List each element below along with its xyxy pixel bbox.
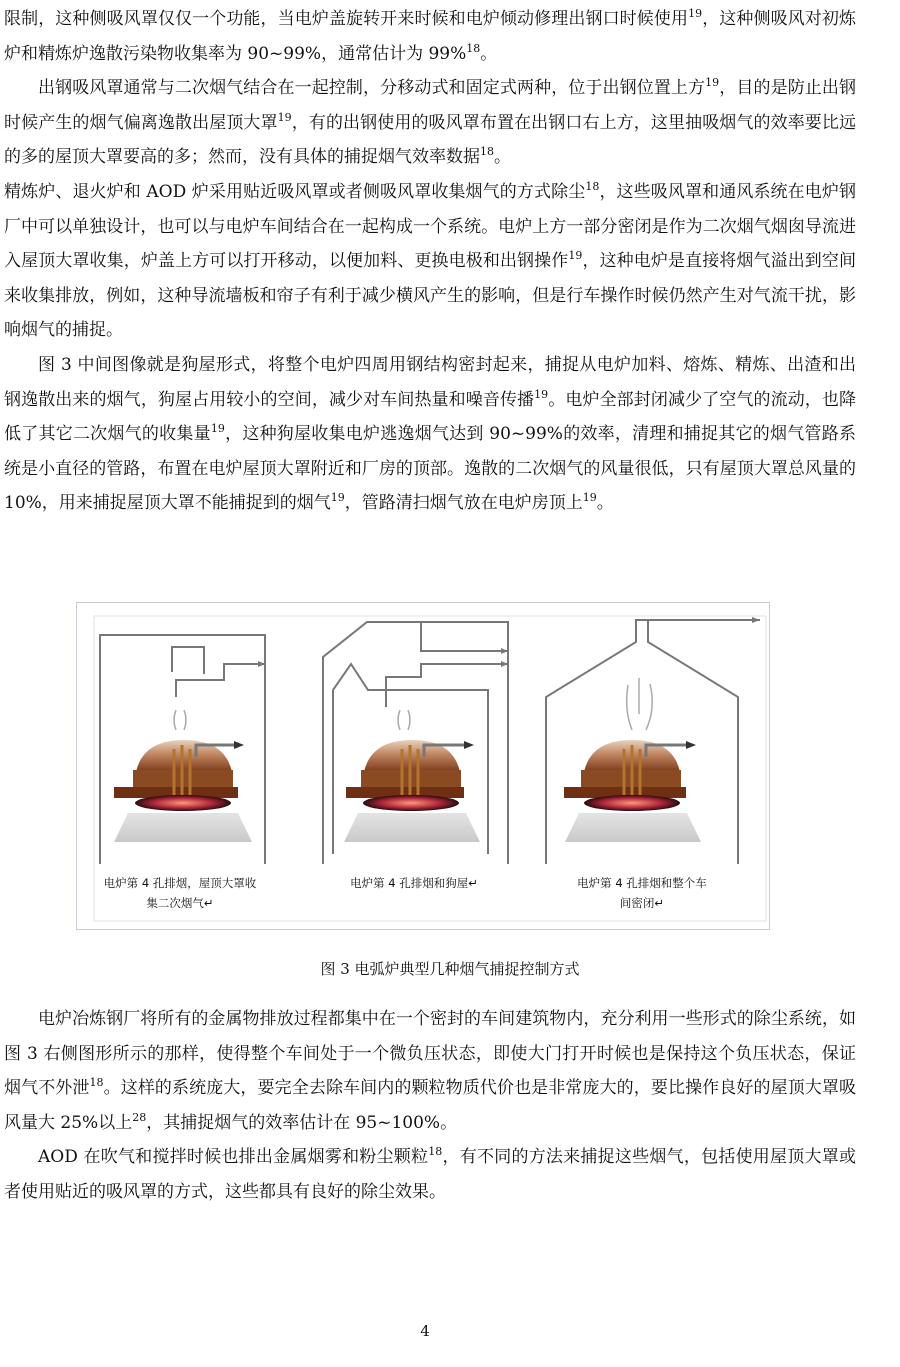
figure-3-diagram <box>76 602 770 930</box>
citation-superscript: 19 <box>582 491 597 505</box>
paragraph-4: 图 3 中间图像就是狗屋形式，将整个电炉四周用钢结构密封起来，捕捉从电炉加料、熔炼、精炼、出渣和出钢逸散出来的烟气，狗屋占用较小的空间，减少对车间热量和噪音传播$^{19}$。电炉全部封闭减少了空气的流动，也降低了其它二次烟气的收集量$^{19}$，这种狗屋收集电炉逃逸烟气达到 90~99%的效率，清理和捕捉其它的烟气管路系统是小直径的管路，布置在电炉屋顶大罩附近和厂房的顶部。逸散的二次烟气的风量很低，只有屋顶大罩总风量的 10%，用来捕捉屋顶大罩不能捕捉到的烟气$^{19}$，管路清扫烟气放在电炉房顶上$^{19}$。 <box>4 354 857 514</box>
page-number: 4 <box>420 1322 430 1340</box>
citation-superscript: 18 <box>480 145 494 159</box>
paragraph-2: 出钢吸风罩通常与二次烟气结合在一起控制，分移动式和固定式两种，位于出钢位置上方$^{19}$，目的是防止出钢时候产生的烟气偏离逸散出屋顶大罩$^{19}$，有的出钢使用的吸风罩布置在出钢口右上方，这里抽吸烟气的效率要比远的多的屋顶大罩要高的多；然而，没有具体的捕捉烟气效率数据$^{18}$。 <box>4 76 857 168</box>
panel-3-label-line-1: 电炉第 4 孔排烟和整个车 <box>577 876 707 890</box>
citation-superscript: 19 <box>210 422 225 436</box>
citation-superscript: 19 <box>330 491 345 505</box>
citation-superscript: 18 <box>89 1076 104 1090</box>
paragraph-5: 电炉冶炼钢厂将所有的金属物排放过程都集中在一个密封的车间建筑物内，充分利用一些形式的除尘系统，如图 3 右侧图形所示的那样，使得整个车间处于一个微负压状态，即使大门打开时候也是保持这个负压状态，保证烟气不外泄$^{18}$。这样的系统庞大，要完全去除车间内的颗粒物质代价也是非常庞大的，要比操作良好的屋顶大罩吸风量大 25%以上$^{28}$，其捕捉烟气的效率估计在 95~100%。 <box>4 1009 857 1133</box>
citation-superscript: 19 <box>688 7 703 20</box>
panel-1-label-line-2: 集二次烟气↵ <box>146 896 214 910</box>
citation-superscript: 19 <box>705 76 720 90</box>
text-block-bottom <box>4 1002 856 1210</box>
citation-superscript: 18 <box>466 41 481 55</box>
panel-2-label-line-1: 电炉第 4 孔排烟和狗屋↵ <box>350 876 478 890</box>
paragraph-3: 精炼炉、退火炉和 AOD 炉采用贴近吸风罩或者侧吸风罩收集烟气的方式除尘$^{18}$，这些吸风罩和通风系统在电炉钢厂中可以单独设计，也可以与电炉车间结合在一起构成一个系统。电炉上方一部分密闭是作为二次烟气烟囱导流进入屋顶大罩收集，炉盖上方可以打开移动，以便加料、更换电极和出钢操作$^{19}$，这种电炉是直接将烟气溢出到空间来收集排放，例如，这种导流墙板和帘子有利于减少横风产生的影响，但是行车操作时候仍然产生对气流干扰，影响烟气的捕捉。 <box>4 179 857 341</box>
paragraph-6: AOD 在吹气和搅拌时候也排出金属烟雾和粉尘颗粒$^{18}$，有不同的方法来捕捉这些烟气，包括使用屋顶大罩或者使用贴近的吸风罩的方式，这些都具有良好的除尘效果。 <box>4 1145 856 1202</box>
citation-superscript: 19 <box>568 249 583 263</box>
citation-superscript: 19 <box>277 110 292 124</box>
panel-1-label-line-1: 电炉第 4 孔排烟，屋顶大罩收 <box>103 876 257 890</box>
citation-superscript: 18 <box>585 179 600 193</box>
panel-3-label-line-2: 间密闭↵ <box>619 896 665 910</box>
citation-superscript: 28 <box>132 1110 147 1124</box>
citation-superscript: 18 <box>428 1145 443 1159</box>
citation-superscript: 19 <box>534 387 549 401</box>
paragraph-1: 限制，这种侧吸风罩仅仅一个功能，当电炉盖旋转开来时候和电炉倾动修理出钢口时候使用$^{19}$，这种侧吸风对初炼炉和精炼炉逸散污染物收集率为 90~99%，通常估计为 99%$^{18}$。 <box>4 7 857 64</box>
text-block-top <box>4 2 856 521</box>
figure-caption: 图 3 电弧炉典型几种烟气捕捉控制方式 <box>320 960 580 978</box>
